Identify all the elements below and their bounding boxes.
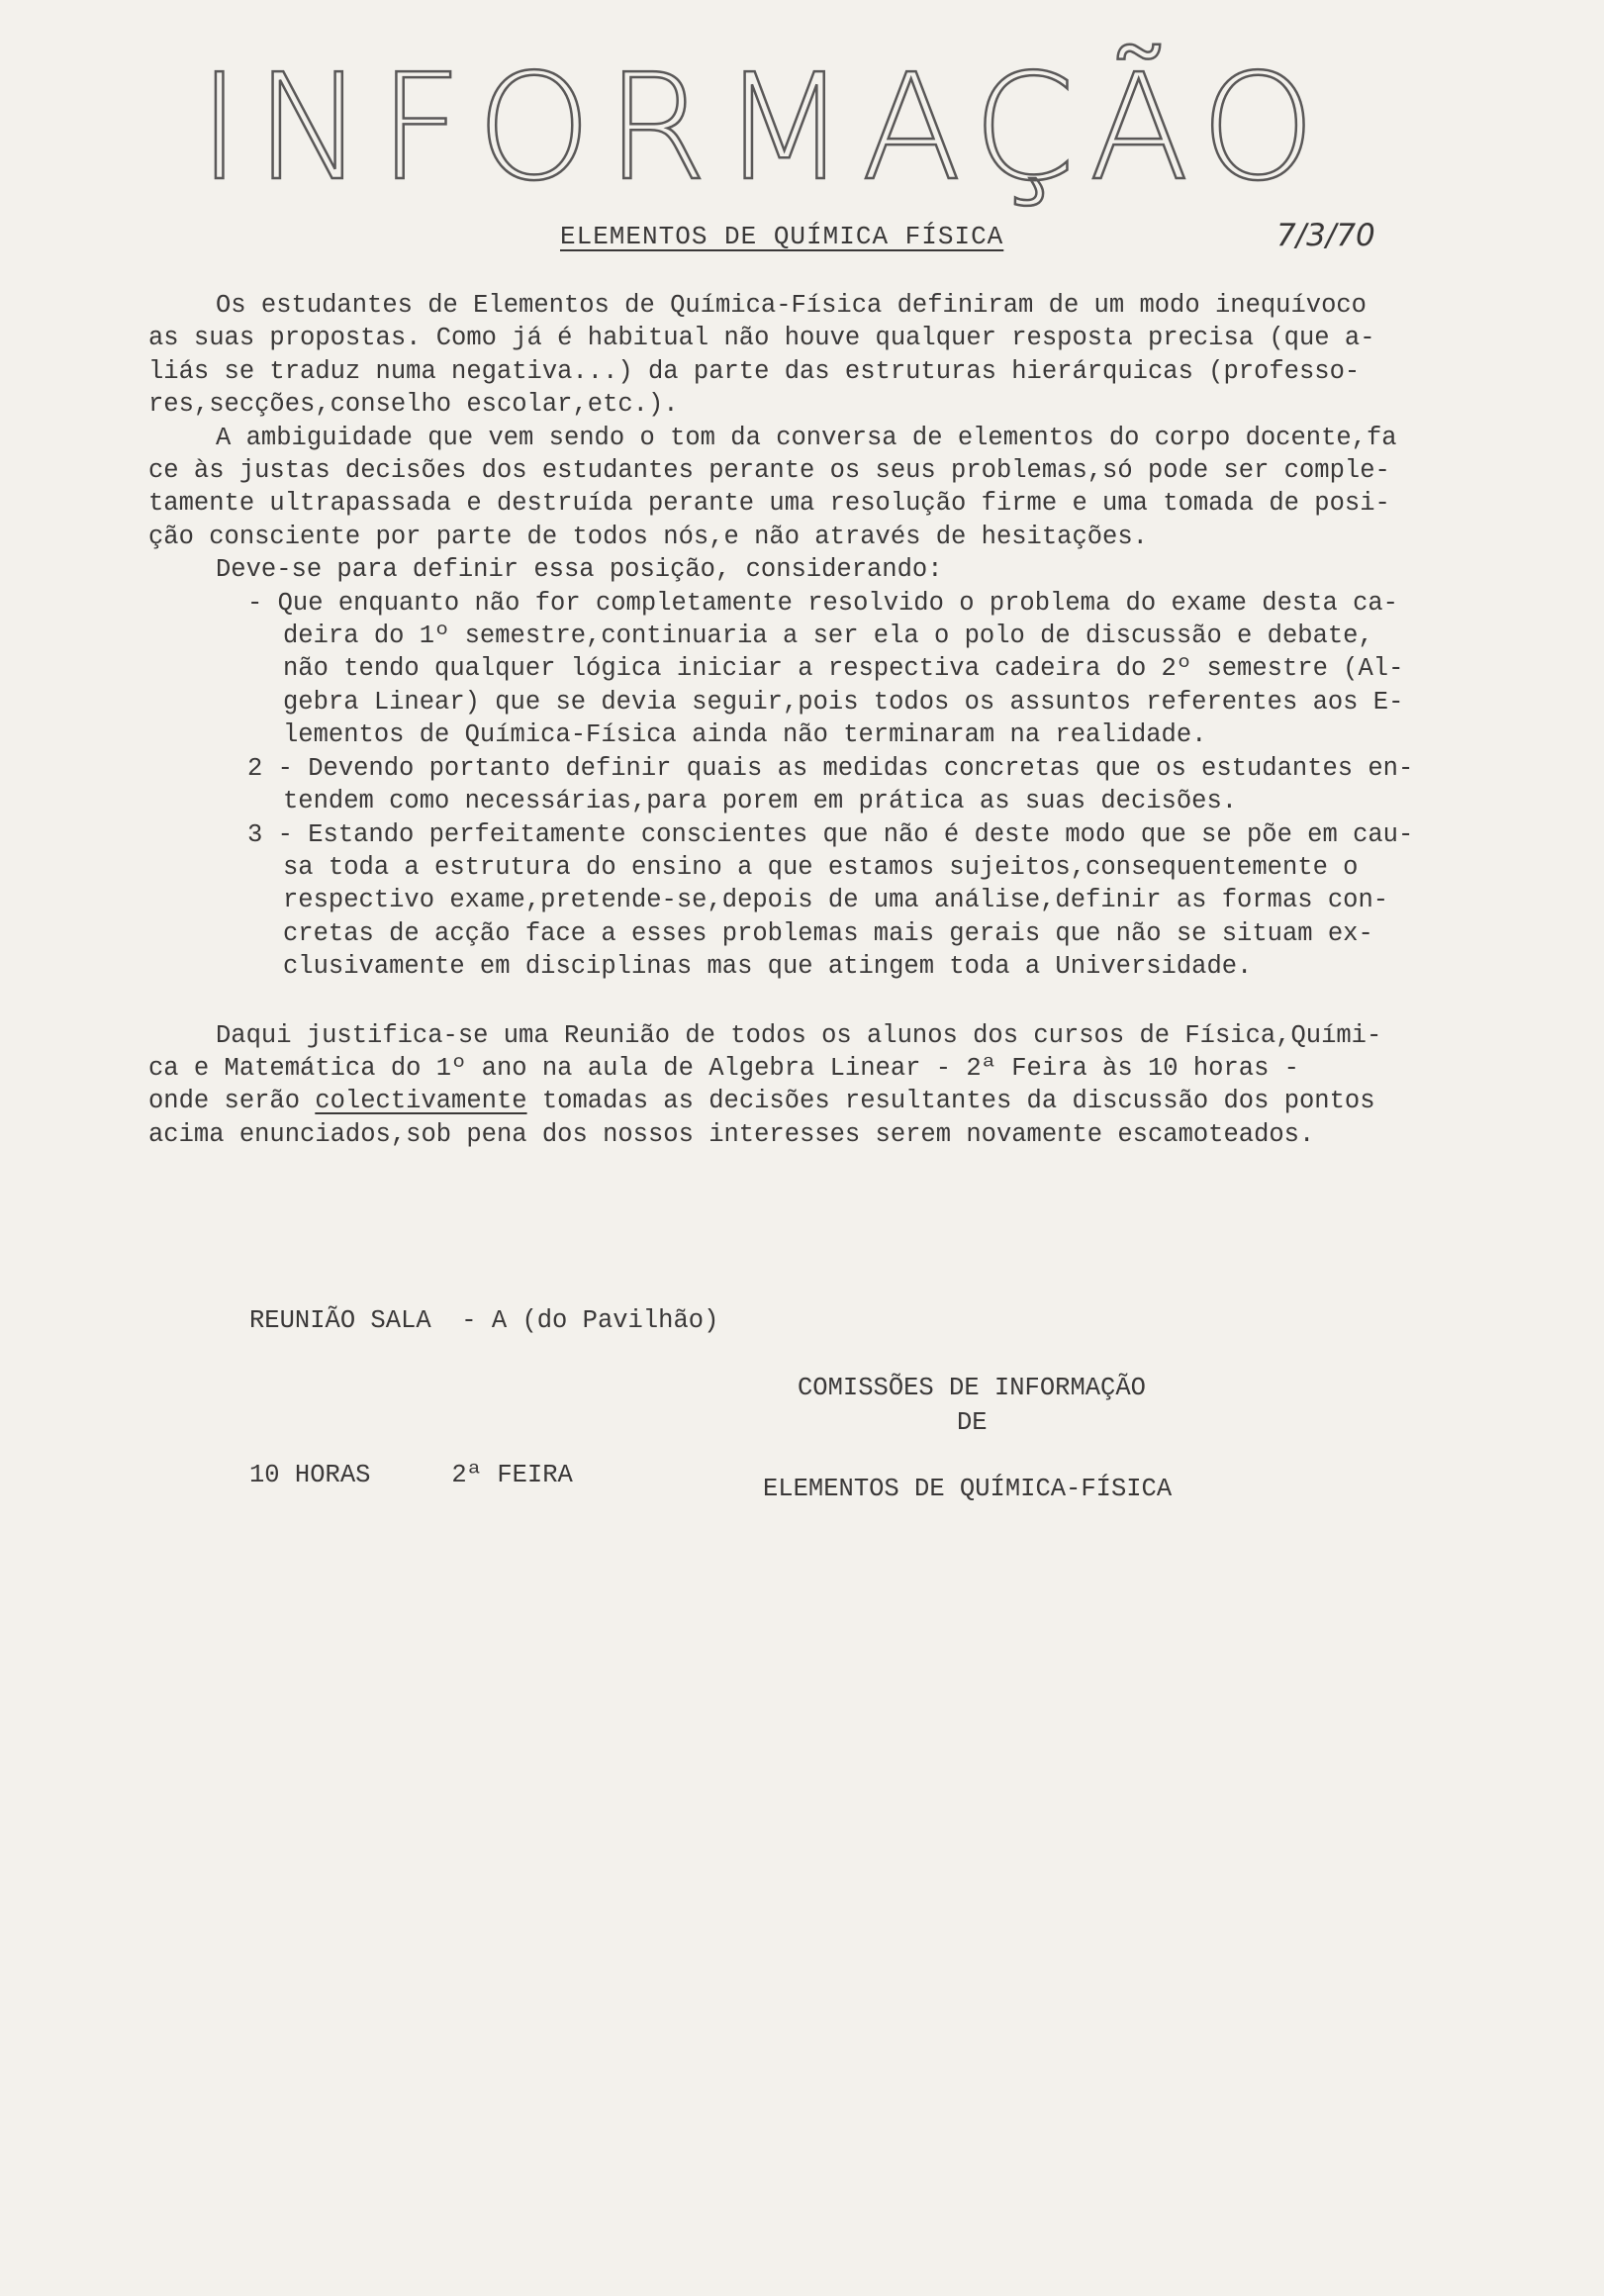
paragraph-line: Daqui justifica-se uma Reunião de todos os alunos dos cursos de Física,Quími- [216,1020,1382,1050]
list-item-line: 3 - Estando perfeitamente conscientes que não é deste modo que se põe em cau- [247,819,1414,849]
paragraph-line: ca e Matemática do 1º ano na aula de Algebra Linear - 2ª Feira às 10 horas - [148,1053,1299,1083]
masthead-title: INFORMAÇÃO [198,43,1330,213]
document-heading: ELEMENTOS DE QUÍMICA FÍSICA [560,222,1004,251]
list-item-line: - Que enquanto não for completamente resolvido o problema do exame desta ca- [247,588,1398,618]
paragraph-line: Os estudantes de Elementos de Química-Física definiram de um modo inequívoco [216,291,1367,320]
meeting-info [249,1193,718,1604]
paragraph-line: res,secções,conselho escolar,etc.). [148,390,679,420]
signature-line: DE [957,1408,988,1437]
text-segment: tomadas as decisões resultantes da discussão dos pontos [526,1087,1375,1116]
list-item-line: 2 - Devendo portanto definir quais as medidas concretas que os estudantes en- [247,753,1414,783]
spacer [148,984,1494,1019]
meeting-time-row [249,1450,718,1501]
body-text [148,289,1494,1151]
list-item-line: lementos de Química-Física ainda não terminaram na realidade. [283,720,1207,750]
list-item-line: respectivo exame,pretende-se,depois de uma análise,definir as formas con- [283,886,1389,915]
paragraph-line: tamente ultrapassada e destruída perante uma resolução firme e uma tomada de posi- [148,489,1390,519]
paragraph-line: as suas propostas. Como já é habitual não houve qualquer resposta precisa (que a- [148,324,1375,353]
list-item-line: não tendo qualquer lógica iniciar a respectiva cadeira do 2º semestre (Al- [283,654,1404,684]
paragraph-line: Deve-se para definir essa posição, considerando: [216,555,943,585]
heading-row [0,218,1604,261]
paragraph-line: ce às justas decisões dos estudantes perante os seus problemas,só pode ser comple- [148,456,1390,486]
meeting-place: REUNIÃO SALA - A (do Pavilhão) [249,1306,719,1335]
paragraph-line: acima enunciados,sob pena dos nossos interesses serem novamente escamoteados. [148,1119,1315,1149]
text-segment: onde serão [148,1087,316,1116]
paragraph-line: ção consciente por parte de todos nós,e não através de hesitações. [148,522,1148,551]
meeting-day: 2ª FEIRA [451,1461,573,1489]
list-item-line: tendem como necessárias,para porem em prática as suas decisões. [283,787,1238,816]
list-item-line: cretas de acção face a esses problemas mais gerais que não se situam ex- [283,918,1373,948]
paragraph-line: A ambiguidade que vem sendo o tom da conversa de elementos do corpo docente,fa [216,423,1397,452]
signature-line: COMISSÕES DE INFORMAÇÃO [798,1374,1146,1402]
list-item-line: clusivamente em disciplinas mas que atingem toda a Universidade. [283,952,1253,982]
paragraph-line [148,1085,1494,1117]
underlined-word: colectivamente [315,1087,527,1116]
signature-line: ELEMENTOS DE QUÍMICA-FÍSICA [763,1475,1173,1503]
document-date: 7/3/70 [1276,218,1375,253]
list-item-line: gebra Linear) que se devia seguir,pois todos os assuntos referentes aos E- [283,687,1404,717]
meeting-time: 10 HORAS [249,1461,371,1489]
list-item-line: deira do 1º semestre,continuaria a ser ela o polo de discussão e debate, [283,622,1373,651]
list-item-line: sa toda a estrutura do ensino a que estamos sujeitos,consequentemente o [283,852,1359,882]
paragraph-line: liás se traduz numa negativa...) da parte das estruturas hierárquicas (professo- [148,356,1361,386]
